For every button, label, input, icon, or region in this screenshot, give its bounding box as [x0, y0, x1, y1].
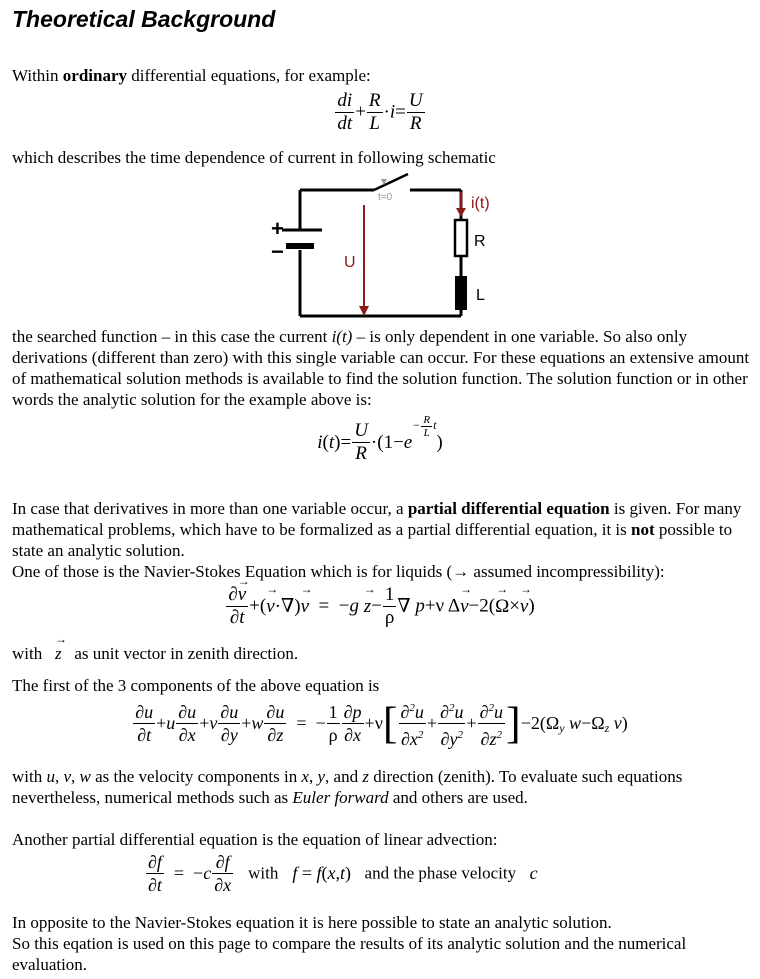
analytic-solution: i(t)= $\frac{U}{R}$ $\cdot(1-e^{- \frac{R}{L} t})$	[317, 414, 443, 465]
resistor-label: R	[474, 233, 486, 250]
advection-equation: $\frac{\partial f}{\partial t}$ = −c $\frac{\partial f}{\partial x}$ with f = f(x,t) and the phase velocity c	[148, 852, 538, 895]
closing-line-2: So this eqation is used on this page to compare the results of its analytic solution and the numerical evaluation.	[12, 934, 687, 974]
velocity-paragraph: with u, v, w as the velocity components in x, y, and z direction (zenith). To evaluate such equations nevertheless, numerical methods such as Euler forward and others are used.	[12, 767, 683, 807]
zenith-paragraph: with → z as unit vector in zenith direction.	[12, 643, 750, 664]
current-arrow-head	[456, 208, 466, 217]
components-intro: The first of the 3 components of the above equation is	[12, 676, 380, 695]
advection-intro: Another partial differential equation is the equation of linear advection:	[12, 830, 498, 849]
switch-blade	[374, 174, 408, 190]
page-title: Theoretical Background	[12, 6, 276, 32]
switch-label: t=0	[378, 192, 393, 203]
inductor-label: L	[476, 287, 485, 304]
navier-intro: One of those is the Navier-Stokes Equation which is for liquids (→ assumed incompressibility):	[12, 562, 665, 581]
z-unit-vector: → z	[55, 643, 62, 664]
ode-equation: $\frac{di}{dt}$ + $\frac{R}{L}$ ·i= $\frac{U}{R}$	[337, 90, 423, 134]
closing-paragraph	[12, 912, 750, 975]
component-equation: $\frac{\partial u}{\partial t}$ +u $\frac{\partial u}{\partial x}$ +v $\frac{\partial u}{\partial y}$ +w $\frac{\partial u}{\partial z}$ = − $\frac{1}{\rho}$ $\frac{\partial p}{\partial x}$ +ν[ $\frac{\partial^2u}{\partial x^2}$ + $\frac{\partial^2u}{\partial y^2}$ + $\frac{\partial^2u}{\partial z^2}$ ]$-2(\Omega_y$ $w-\Omega_z$ v)	[135, 698, 628, 749]
inductor	[455, 276, 467, 310]
intro-text-before: Within	[12, 66, 63, 85]
resistor	[455, 220, 467, 256]
voltage-label: U	[344, 254, 356, 271]
partial-paragraph: In case that derivatives in more than one variable occur, a partial differential equation is given. For many mathematical problems, which have to be formalized as a partial differential equation, it is not possible to state an analytic solution.	[12, 499, 742, 560]
battery-minus: −	[271, 239, 284, 264]
navier-stokes-equation: $\frac{\partial\to v}{\partial t}$ +(→ v·∇)→ v = −g → z− $\frac{1}{\rho}$ ∇ p+ν Δ→ v−2(→ Ω×→ v)	[0, 584, 760, 629]
searched-function-paragraph: the searched function – in this case the current i(t) – is only dependent in one variable. So also only derivations (different than zero) with this single variable can occur. For these equations an extensive amount of mathematical solution methods is available to find the solution function. The solution function or in other words the analytic solution for the example above is:	[12, 327, 750, 409]
current-label: i(t)	[471, 195, 490, 212]
intro-paragraph	[12, 65, 750, 86]
schematic-intro: which describes the time dependence of current in following schematic	[12, 148, 496, 167]
battery-plus: +	[271, 216, 284, 241]
intro-text-after: differential equations, for example:	[127, 66, 371, 85]
closing-line-1: In opposite to the Navier-Stokes equation it is here possible to state an analytic solution.	[12, 913, 612, 932]
intro-bold: ordinary	[62, 66, 128, 85]
circuit-schematic	[262, 168, 502, 320]
